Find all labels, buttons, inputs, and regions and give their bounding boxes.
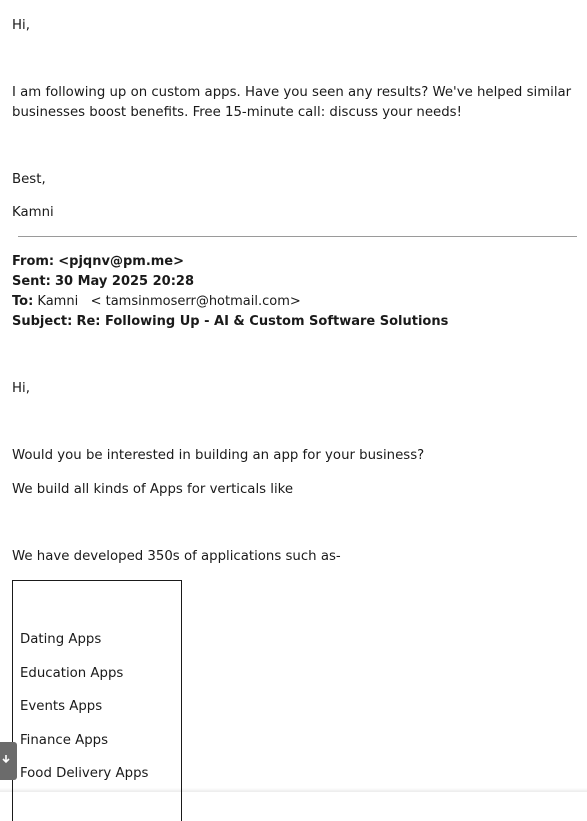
from-value: <pjqnv@pm.me> — [58, 254, 185, 269]
subject-label: Subject: — [12, 314, 73, 329]
list-item: Education Apps — [20, 666, 124, 681]
expand-icon — [1, 754, 11, 766]
original-verticals: We build all kinds of Apps for verticals like — [12, 482, 294, 497]
original-greeting: Hi, — [12, 381, 30, 396]
list-item: Events Apps — [20, 699, 103, 714]
sent-label: Sent: — [12, 274, 51, 289]
side-expand-tab[interactable] — [0, 742, 17, 780]
reply-greeting: Hi, — [12, 18, 30, 33]
sent-value: 30 May 2025 20:28 — [55, 274, 195, 289]
apps-list-box — [12, 580, 182, 821]
quoted-sent — [12, 272, 194, 292]
quoted-to — [12, 292, 301, 312]
quote-separator — [18, 236, 577, 237]
subject-value: Re: Following Up - AI & Custom Software Solutions — [76, 314, 449, 329]
from-label: From: — [12, 254, 55, 269]
list-item: Finance Apps — [20, 733, 109, 748]
to-label: To: — [12, 294, 34, 309]
original-developed: We have developed 350s of applications such as- — [12, 549, 341, 564]
bottom-edge-shadow — [0, 788, 587, 792]
quoted-from — [12, 252, 184, 272]
reply-body: I am following up on custom apps. Have you seen any results? We've helped similar businesses boost benefits. Free 15-minute call: discuss your needs! — [12, 85, 572, 120]
quoted-subject — [12, 312, 448, 332]
list-item: Food Delivery Apps — [20, 766, 149, 781]
original-question: Would you be interested in building an app for your business? — [12, 448, 425, 463]
reply-signature: Kamni — [12, 205, 54, 220]
to-value: Kamni < tamsinmoserr@hotmail.com> — [37, 294, 301, 309]
list-item: Dating Apps — [20, 632, 102, 647]
reply-closing: Best, — [12, 172, 46, 187]
